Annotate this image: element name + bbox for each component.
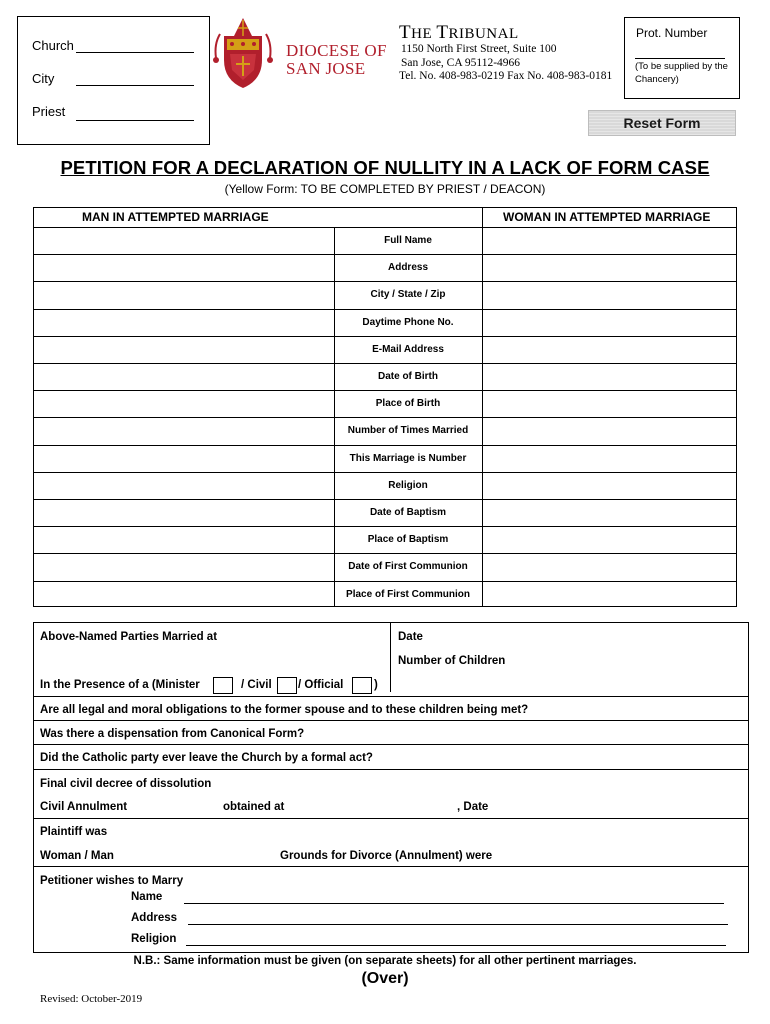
man-field[interactable] bbox=[34, 581, 334, 608]
row-label: Place of Baptism bbox=[367, 534, 449, 546]
priest-field[interactable] bbox=[76, 120, 194, 121]
row-label: Religion bbox=[388, 479, 428, 491]
prot-number-box bbox=[624, 17, 740, 99]
grounds-label: Grounds for Divorce (Annulment) were bbox=[280, 850, 493, 862]
man-field[interactable] bbox=[34, 254, 334, 281]
prot-number-note: (To be supplied by the Chancery) bbox=[635, 61, 728, 85]
row-label: Daytime Phone No. bbox=[362, 316, 454, 328]
woman-field[interactable] bbox=[483, 526, 737, 553]
nb-note: N.B.: Same information must be given (on separate sheets) for all other pertinent marriages. bbox=[133, 955, 637, 967]
row-label: Number of Times Married bbox=[347, 425, 469, 437]
intended-name-field[interactable] bbox=[184, 903, 724, 904]
man-field[interactable] bbox=[34, 499, 334, 526]
man-field[interactable] bbox=[34, 417, 334, 444]
official-checkbox[interactable] bbox=[352, 677, 372, 694]
parish-info-box bbox=[17, 16, 210, 145]
row-divider bbox=[34, 769, 748, 770]
row-divider bbox=[34, 866, 748, 867]
row-divider bbox=[34, 744, 748, 745]
official-label: / Official bbox=[298, 679, 344, 691]
row-label: Date of Baptism bbox=[369, 507, 447, 518]
row-label: Place of First Communion bbox=[346, 588, 470, 600]
man-field[interactable] bbox=[34, 227, 334, 254]
row-label: Full Name bbox=[384, 235, 432, 246]
tribunal-initial-1: T bbox=[399, 22, 412, 43]
tribunal-title bbox=[399, 22, 519, 44]
intended-address-label: Address bbox=[131, 912, 178, 924]
obligations-question: Are all legal and moral obligations to the former spouse and to these children being met? bbox=[40, 704, 529, 716]
man-field[interactable] bbox=[34, 336, 334, 363]
address-line-2: San Jose, CA 95112-4966 bbox=[401, 57, 521, 69]
civil-label: / Civil bbox=[241, 679, 272, 691]
woman-field[interactable] bbox=[483, 336, 737, 363]
presence-of-label: In the Presence of a (Minister bbox=[40, 679, 200, 691]
form-title: PETITION FOR A DECLARATION OF NULLITY IN A LACK OF FORM CASE bbox=[60, 157, 710, 178]
intended-religion-label: Religion bbox=[131, 933, 177, 945]
intended-address-field[interactable] bbox=[188, 924, 728, 925]
row-divider bbox=[34, 818, 748, 819]
revised-date: Revised: October-2019 bbox=[40, 993, 143, 1005]
city-label: City bbox=[32, 71, 55, 86]
man-field[interactable] bbox=[34, 309, 334, 336]
intended-name-label: Name bbox=[131, 891, 163, 903]
reset-form-button[interactable]: Reset Form bbox=[588, 110, 736, 136]
man-field[interactable] bbox=[34, 390, 334, 417]
woman-header: WOMAN IN ATTEMPTED MARRIAGE bbox=[503, 210, 711, 224]
plaintiff-was-label: Plaintiff was bbox=[40, 826, 108, 838]
marriage-details-table bbox=[33, 622, 749, 953]
row-label: This Marriage is Number bbox=[349, 452, 467, 464]
minister-checkbox[interactable] bbox=[213, 677, 233, 694]
row-divider bbox=[34, 720, 748, 721]
petitioner-marry-label: Petitioner wishes to Marry bbox=[40, 875, 184, 887]
civil-annulment-label: Civil Annulment bbox=[40, 801, 128, 813]
woman-field[interactable] bbox=[483, 390, 737, 417]
intended-religion-field[interactable] bbox=[186, 945, 726, 946]
man-field[interactable] bbox=[34, 363, 334, 390]
address-line-1: 1150 North First Street, Suite 100 bbox=[401, 43, 557, 55]
man-field[interactable] bbox=[34, 553, 334, 580]
final-decree-label: Final civil decree of dissolution bbox=[40, 778, 212, 790]
tribunal-rest-1: HE bbox=[411, 26, 437, 42]
date-label: Date bbox=[398, 631, 423, 643]
church-label: Church bbox=[32, 38, 74, 53]
vertical-divider bbox=[390, 623, 391, 692]
row-label: E-Mail Address bbox=[372, 343, 444, 355]
man-field[interactable] bbox=[34, 445, 334, 472]
woman-field[interactable] bbox=[483, 417, 737, 444]
civil-checkbox[interactable] bbox=[277, 677, 297, 694]
woman-field[interactable] bbox=[483, 281, 737, 308]
woman-man-label: Woman / Man bbox=[40, 850, 114, 862]
tribunal-initial-2: T bbox=[436, 22, 449, 43]
row-label: Place of Birth bbox=[375, 398, 441, 410]
priest-label: Priest bbox=[32, 104, 66, 119]
prot-number-label: Prot. Number bbox=[636, 26, 708, 40]
prot-number-field[interactable] bbox=[635, 58, 725, 59]
diocese-name-line2: SAN JOSE bbox=[286, 59, 366, 78]
woman-field[interactable] bbox=[483, 499, 737, 526]
woman-field[interactable] bbox=[483, 363, 737, 390]
diocese-name-line1: DIOCESE OF bbox=[286, 41, 387, 60]
dispensation-question: Was there a dispensation from Canonical Form? bbox=[40, 728, 305, 740]
parties-table bbox=[33, 207, 737, 607]
address-line-3: Tel. No. 408-983-0219 Fax No. 408-983-0181 bbox=[399, 70, 613, 82]
woman-field[interactable] bbox=[483, 553, 737, 580]
row-label: Address bbox=[387, 262, 428, 274]
over-label: (Over) bbox=[361, 970, 409, 987]
man-field[interactable] bbox=[34, 472, 334, 499]
diocese-coat-of-arms-icon bbox=[210, 14, 276, 92]
man-field[interactable] bbox=[34, 281, 334, 308]
obtained-at-label: obtained at bbox=[223, 801, 285, 813]
diocese-name bbox=[286, 42, 387, 78]
row-label: Date of First Communion bbox=[348, 561, 468, 573]
church-field[interactable] bbox=[76, 52, 194, 53]
number-of-children-label: Number of Children bbox=[398, 655, 506, 667]
city-field[interactable] bbox=[76, 85, 194, 86]
woman-field[interactable] bbox=[483, 472, 737, 499]
row-label: City / State / Zip bbox=[370, 289, 446, 301]
formal-act-question: Did the Catholic party ever leave the Church by a formal act? bbox=[40, 752, 373, 764]
man-header: MAN IN ATTEMPTED MARRIAGE bbox=[82, 210, 269, 224]
man-field[interactable] bbox=[34, 526, 334, 553]
close-paren: ) bbox=[374, 679, 378, 691]
married-at-label: Above-Named Parties Married at bbox=[40, 631, 218, 643]
form-subtitle: (Yellow Form: TO BE COMPLETED BY PRIEST / DEACON) bbox=[224, 182, 546, 196]
woman-field[interactable] bbox=[483, 581, 737, 608]
woman-field[interactable] bbox=[483, 254, 737, 281]
tribunal-rest-2: RIBUNAL bbox=[448, 26, 519, 42]
row-label: Date of Birth bbox=[378, 371, 438, 382]
woman-field[interactable] bbox=[483, 309, 737, 336]
row-divider bbox=[34, 696, 748, 697]
decree-date-label: , Date bbox=[457, 801, 489, 813]
woman-field[interactable] bbox=[483, 445, 737, 472]
woman-field[interactable] bbox=[483, 227, 737, 254]
